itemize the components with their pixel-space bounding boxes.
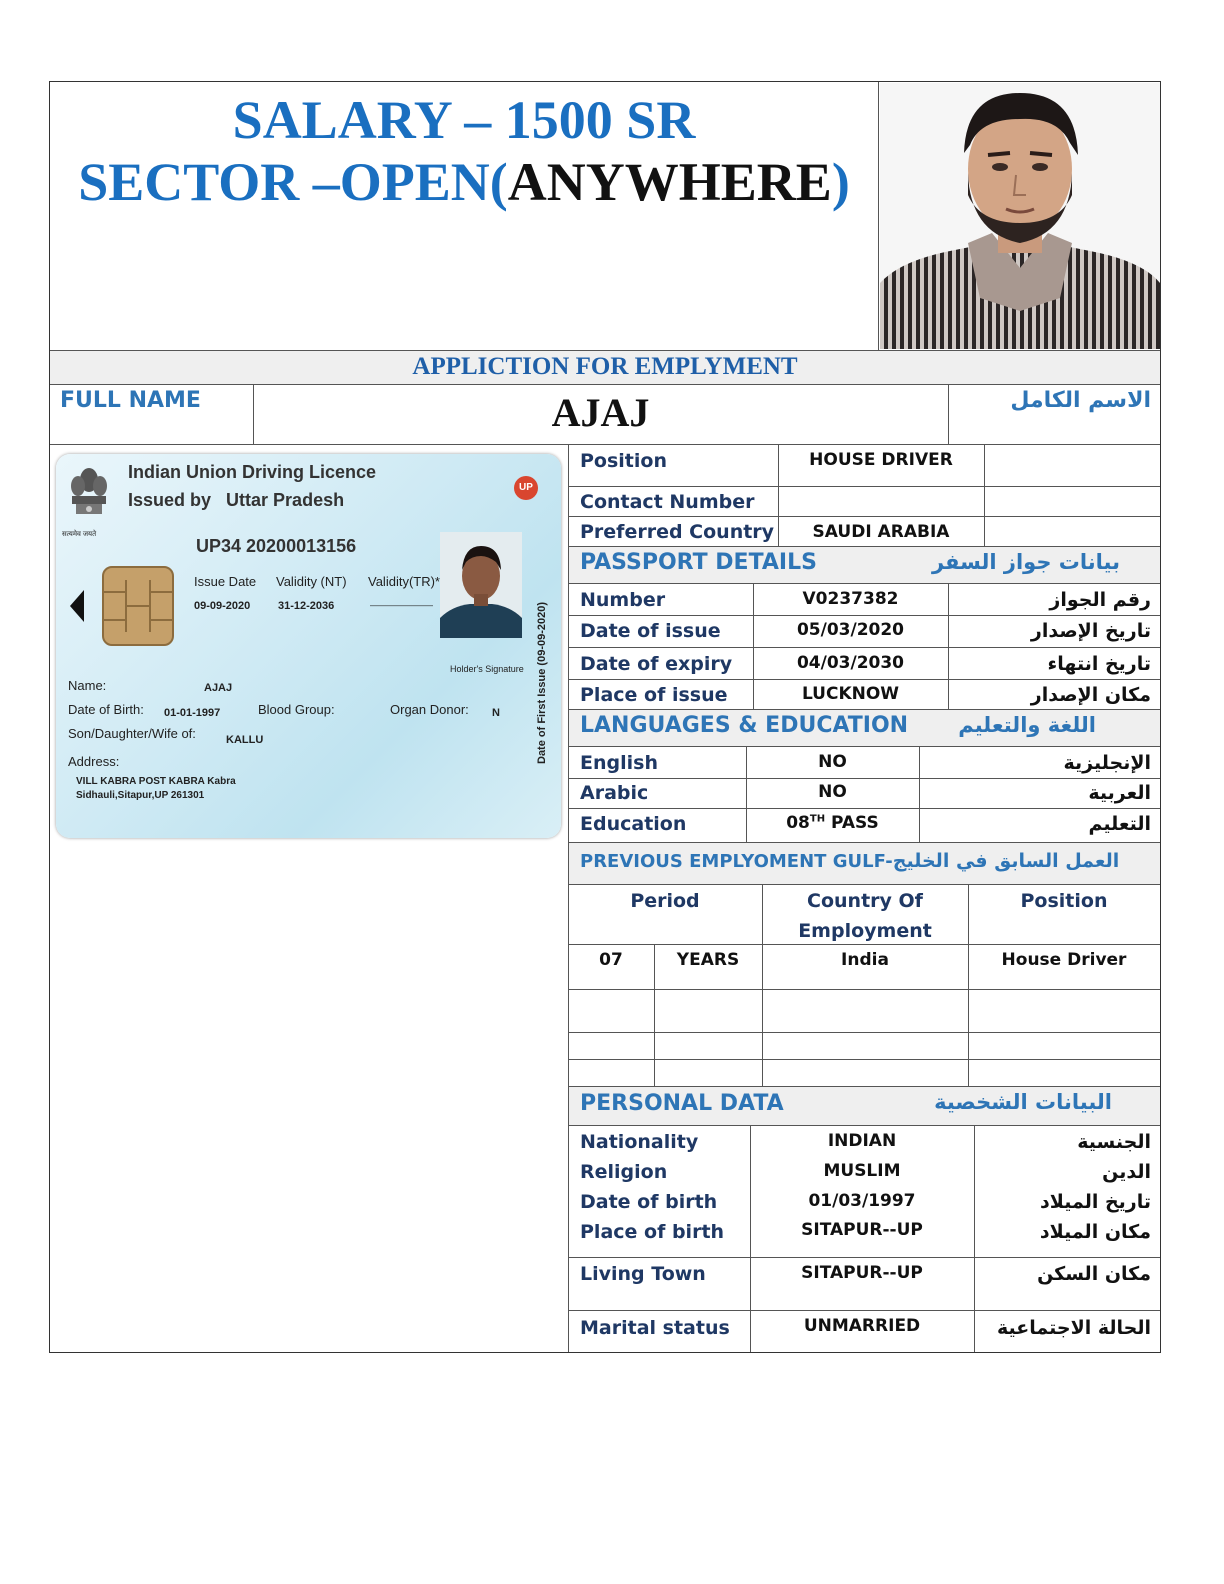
- address-line-1: VILL KABRA POST KABRA Kabra: [76, 776, 236, 787]
- driving-licence-card: [56, 454, 561, 838]
- nationality-label-ar: الجنسية: [1077, 1131, 1151, 1153]
- education-pass: PASS: [825, 813, 879, 833]
- arabic-value: NO: [818, 782, 847, 802]
- employment-position: House Driver: [1001, 950, 1127, 970]
- full-name-label-ar: الاسم الكامل: [1010, 388, 1151, 413]
- passport-place-label: Place of issue: [580, 684, 728, 706]
- passport-number-value: V0237382: [802, 589, 899, 609]
- english-label-ar: الإنجليزية: [1063, 752, 1151, 774]
- pob-label: Place of birth: [580, 1221, 725, 1243]
- form-title: APPLICTION FOR EMPLYMENT: [412, 353, 798, 380]
- sector-heading: [50, 150, 878, 214]
- country-value: SAUDI ARABIA: [812, 522, 950, 542]
- sector-suffix: ): [831, 152, 850, 212]
- holder-name-value: AJAJ: [204, 682, 233, 694]
- relation-label: Son/Daughter/Wife of:: [68, 726, 196, 741]
- full-name-label: FULL NAME: [60, 388, 201, 413]
- dob-label-ar: تاريخ الميلاد: [1040, 1191, 1151, 1213]
- holder-dob-label: Date of Birth:: [68, 702, 144, 717]
- first-issue-vertical: Date of First Issue (09-09-2020): [536, 601, 548, 764]
- licence-title: Indian Union Driving Licence: [128, 462, 377, 482]
- organ-donor-value: N: [492, 707, 500, 719]
- education-grade: 08: [786, 813, 810, 833]
- position-value: HOUSE DRIVER: [809, 450, 953, 470]
- passport-issue-label: Date of issue: [580, 620, 721, 642]
- application-form: [49, 81, 1161, 1353]
- left-arrow-icon: [70, 590, 84, 622]
- marital-label: Marital status: [580, 1317, 730, 1339]
- issue-date-value: 09-09-2020: [194, 600, 251, 612]
- licence-issued-by: [128, 490, 344, 511]
- passport-number-label: Number: [580, 589, 666, 611]
- validity-tr-label: Validity(TR)*: [368, 574, 440, 589]
- religion-label-ar: الدين: [1102, 1161, 1151, 1183]
- full-name-value: AJAJ: [551, 390, 650, 435]
- passport-section-title-ar: بيانات جواز السفر: [931, 550, 1120, 574]
- salary-heading: SALARY – 1500 SR: [232, 90, 696, 150]
- arabic-label: Arabic: [580, 782, 649, 804]
- employment-duration-unit: YEARS: [676, 950, 740, 970]
- english-label: English: [580, 752, 658, 774]
- emblem-caption: सत्यमेव जयते: [62, 531, 97, 538]
- education-label-ar: التعليم: [1088, 813, 1151, 835]
- holder-name-label: Name:: [68, 678, 107, 693]
- licence-issued-by-state: Uttar Pradesh: [226, 490, 345, 510]
- organ-donor-label: Organ Donor:: [390, 702, 469, 717]
- address-label: Address:: [68, 754, 120, 769]
- col-position: Position: [1020, 890, 1108, 912]
- state-badge: [514, 476, 538, 500]
- marital-value: UNMARRIED: [803, 1316, 921, 1336]
- contact-label: Contact Number: [580, 491, 755, 513]
- passport-place-label-ar: مكان الإصدار: [1030, 684, 1151, 706]
- employment-country: India: [841, 950, 889, 970]
- nationality-value: INDIAN: [827, 1131, 897, 1151]
- employment-duration-number: 07: [599, 950, 623, 970]
- country-label: Preferred Country: [580, 521, 775, 543]
- education-grade-suffix: TH: [809, 813, 826, 825]
- national-emblem-icon: [66, 462, 112, 532]
- licence-issued-by-label: Issued by: [128, 490, 212, 510]
- position-label: Position: [580, 450, 667, 472]
- education-label: Education: [580, 813, 687, 835]
- passport-expiry-label: Date of expiry: [580, 653, 733, 675]
- previous-employment-title-en: PREVIOUS EMPLYOMENT GULF-: [580, 851, 893, 872]
- dob-value: 01/03/1997: [808, 1191, 916, 1211]
- validity-tr-value: ———————: [370, 600, 433, 610]
- passport-expiry-label-ar: تاريخ انتهاء: [1047, 653, 1151, 675]
- col-country-line-2: Employment: [798, 920, 932, 942]
- english-value: NO: [818, 752, 847, 772]
- languages-section-title-ar: اللغة والتعليم: [958, 713, 1096, 737]
- chip-icon: [102, 566, 174, 646]
- passport-issue-label-ar: تاريخ الإصدار: [1030, 620, 1151, 642]
- col-period: Period: [630, 890, 700, 912]
- religion-value: MUSLIM: [823, 1161, 901, 1181]
- dob-label: Date of birth: [580, 1191, 718, 1213]
- issue-date-label: Issue Date: [194, 574, 257, 589]
- sector-highlight: ANYWHERE: [507, 152, 832, 212]
- passport-expiry-value: 04/03/2030: [796, 653, 905, 673]
- nationality-label: Nationality: [580, 1131, 699, 1153]
- pob-label-ar: مكان الميلاد: [1039, 1221, 1151, 1243]
- validity-nt-label: Validity (NT): [276, 574, 347, 589]
- holder-signature-label: Holder's Signature: [450, 664, 524, 674]
- previous-employment-title: [580, 850, 1119, 872]
- licence-holder-photo: [440, 532, 522, 638]
- arabic-label-ar: العربية: [1088, 782, 1151, 804]
- living-town-value: SITAPUR--UP: [801, 1263, 923, 1283]
- applicant-photo: [880, 83, 1160, 349]
- living-town-label: Living Town: [580, 1263, 706, 1285]
- address-line-2: Sidhauli,Sitapur,UP 261301: [76, 790, 205, 801]
- passport-number-label-ar: رقم الجواز: [1049, 589, 1151, 611]
- holder-dob-value: 01-01-1997: [164, 707, 221, 719]
- passport-section-title: PASSPORT DETAILS: [580, 550, 817, 575]
- languages-section-title: LANGUAGES & EDUCATION: [580, 713, 909, 738]
- relation-value: KALLU: [226, 734, 264, 746]
- religion-label: Religion: [580, 1161, 668, 1183]
- pob-value: SITAPUR--UP: [801, 1220, 923, 1240]
- personal-section-title-ar: البيانات الشخصية: [934, 1090, 1112, 1114]
- state-badge-text: UP: [519, 482, 533, 493]
- marital-label-ar: الحالة الاجتماعية: [997, 1317, 1151, 1339]
- personal-section-title: PERSONAL DATA: [580, 1091, 784, 1116]
- validity-nt-value: 31-12-2036: [278, 600, 335, 612]
- education-value: [746, 813, 919, 833]
- previous-employment-title-ar: العمل السابق في الخليج: [892, 850, 1120, 872]
- col-country-line-1: Country Of: [807, 890, 923, 912]
- passport-issue-value: 05/03/2020: [796, 620, 905, 640]
- licence-number: UP34 20200013156: [196, 536, 357, 556]
- living-town-label-ar: مكان السكن: [1037, 1263, 1151, 1285]
- blood-group-label: Blood Group:: [258, 702, 335, 717]
- passport-place-value: LUCKNOW: [801, 684, 900, 704]
- sector-prefix: SECTOR –OPEN(: [78, 152, 508, 212]
